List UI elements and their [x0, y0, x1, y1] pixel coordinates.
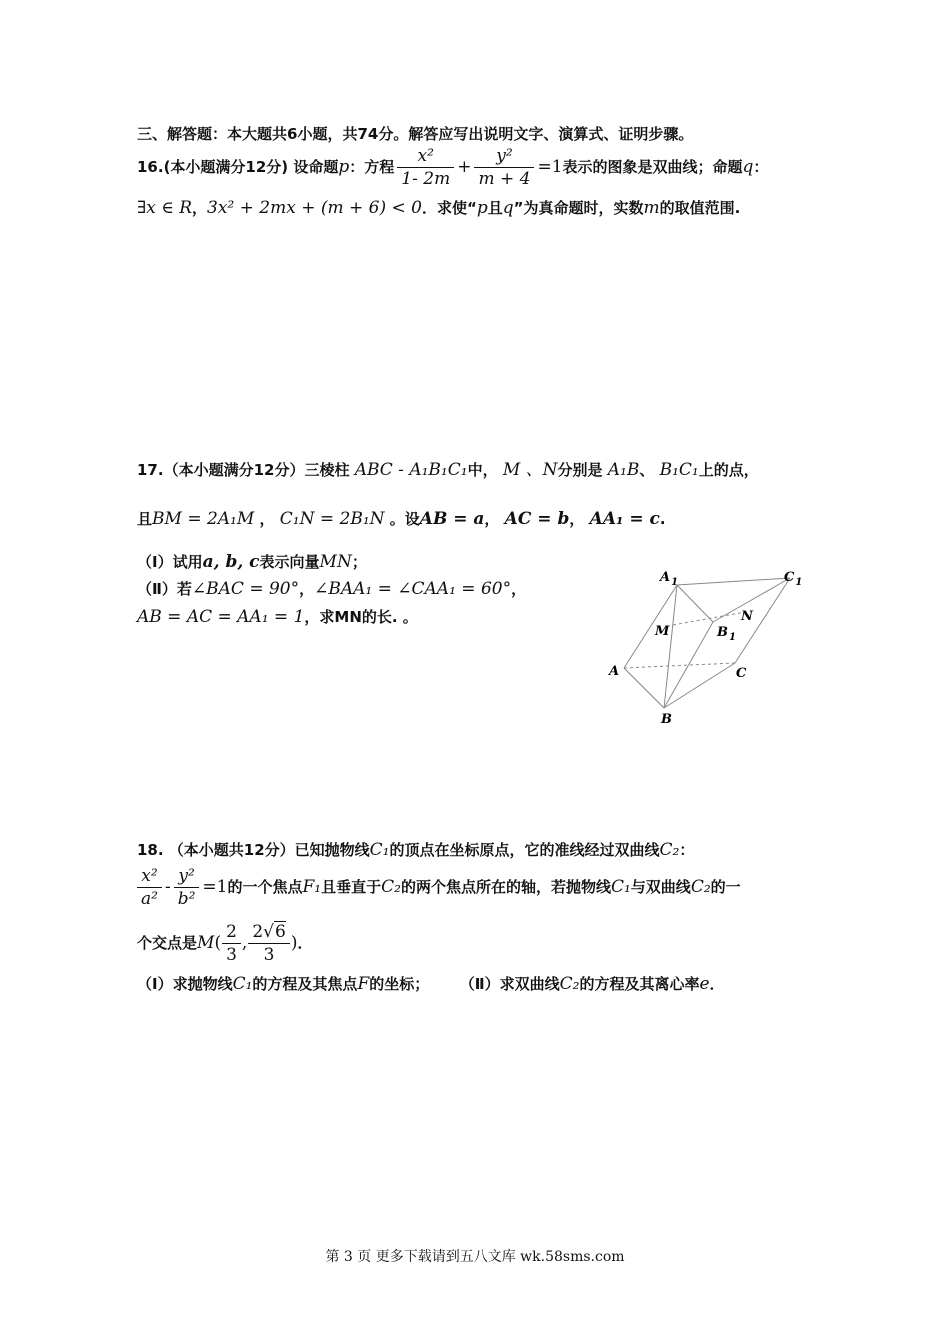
q18-pt-y-radicand: 6	[274, 922, 286, 942]
q17-she: 。设	[389, 510, 420, 528]
q18-p2-prefix: （Ⅱ）求双曲线	[459, 975, 560, 993]
q16-eq1: =1	[537, 157, 563, 177]
q18-p1-end: 的坐标；	[369, 975, 430, 993]
q16-text2: ．求使“	[422, 199, 477, 217]
q18-pt-y-coef: 2	[252, 922, 264, 942]
q17-part1-prefix: （Ⅰ）试用	[137, 553, 203, 571]
edge-a-c-hidden	[624, 663, 735, 668]
q17-part1-vars: a, b, c	[202, 552, 260, 572]
q18-c2c: C₂	[690, 877, 711, 897]
q18-t9: ．	[297, 934, 313, 952]
label-b1: $B_1$	[717, 625, 736, 643]
q17-sep3: ，	[569, 510, 585, 528]
q18-p2-mid: 的方程及其离心率	[579, 975, 700, 993]
q18-pt-comma: ,	[241, 933, 248, 953]
q18-eq: =1	[202, 877, 228, 897]
q18-pt-x	[222, 922, 241, 965]
q16-frac2-den: m + 4	[478, 169, 531, 189]
q18-pt-open: (	[214, 933, 222, 953]
q18-p1-prefix: （Ⅰ）求抛物线	[137, 975, 233, 993]
edge-a1-b1	[677, 585, 713, 622]
q18-t4: 且垂直于	[321, 878, 382, 896]
label-m: M	[655, 624, 670, 639]
q17-shang: 上的点，	[698, 461, 759, 479]
q17-intro: 17.（本小题满分12分）三棱柱	[137, 461, 350, 479]
q16-plus: +	[457, 157, 472, 177]
q17-dun: 、	[639, 461, 655, 479]
q17-zhong: 中，	[467, 461, 498, 479]
q18-c2: C₂	[659, 840, 680, 860]
q16-frac2-num: y²	[474, 146, 534, 168]
q17-rel2: C₁N = 2B₁N	[279, 509, 385, 529]
q17-part2-line2	[137, 606, 418, 627]
q16-p: p	[338, 157, 350, 177]
q17-part2-end: ，求MN的长. 。	[304, 608, 418, 626]
edge-b-c	[664, 663, 735, 708]
q18-frac-a	[137, 866, 162, 909]
label-c1: $C_1$	[784, 570, 803, 588]
q18-frac-b	[174, 866, 200, 909]
q18-fa-den: a²	[141, 889, 158, 909]
q16-frac1-den: 1- 2m	[401, 169, 451, 189]
q17-part2-comma: ，	[299, 580, 315, 598]
q18-fb-den: b²	[177, 889, 196, 909]
q16-frac1-num: x²	[397, 146, 454, 168]
q17-vec1: AB = a	[419, 509, 485, 529]
q18-pt-y	[248, 922, 290, 965]
q18-pt-close: )	[290, 933, 298, 953]
q17-part2-angle2: ∠BAA₁ = ∠CAA₁ = 60°	[314, 579, 512, 599]
q18-line1	[137, 839, 694, 860]
q16-p2: p	[476, 198, 488, 218]
q17-prism: ABC - A₁B₁C₁	[354, 460, 468, 480]
q16-inequality: 3x² + 2mx + (m + 6) < 0	[207, 198, 422, 218]
q17-part2-comma2: ，	[511, 580, 527, 598]
q17-part2-line1	[137, 578, 526, 599]
q17-fenbie: 分别是	[557, 461, 603, 479]
q17-part1-mid: 表示向量	[259, 553, 320, 571]
q18-pt-x-num: 2	[222, 922, 241, 944]
q17-part1-end: ；	[351, 553, 367, 571]
q17-sep1: ，	[259, 510, 275, 528]
q17-part2-len: AB = AC = AA₁ = 1	[137, 607, 305, 627]
q18-minus: -	[164, 877, 171, 897]
q17-rel1: BM = 2A₁M	[152, 509, 255, 529]
q18-c1: C₁	[369, 840, 390, 860]
q18-c1b: C₁	[610, 877, 631, 897]
edge-a1-c1	[677, 578, 790, 585]
q18-point-name: M	[197, 933, 215, 953]
q18-pt-x-den: 3	[226, 945, 237, 965]
q16-text1: 表示的图象是双曲线；命题	[562, 158, 743, 176]
q16-q: q	[742, 157, 754, 177]
q17-part2-angle1: ∠BAC = 90°	[191, 579, 300, 599]
label-b: B	[661, 712, 672, 727]
q17-part1-vec: MN	[319, 552, 352, 572]
q17-vec3: AA₁ = c	[589, 509, 660, 529]
q16-text4: 的取值范围.	[659, 199, 741, 217]
q18-parts	[137, 973, 725, 994]
q17-prism-figure	[600, 565, 815, 730]
q16-m: m	[643, 198, 660, 218]
q16-fraction-2	[474, 146, 534, 189]
q16-line1	[137, 146, 768, 189]
q18-t7: 的一	[710, 878, 741, 896]
q18-intro: 18. （本小题共12分）已知抛物线	[137, 841, 370, 859]
q18-p1-F: F	[357, 974, 370, 994]
label-c: C	[736, 666, 747, 681]
q18-t2: ：	[679, 841, 695, 859]
label-a: A	[609, 664, 620, 679]
q18-t6: 与双曲线	[630, 878, 691, 896]
q16-line2	[137, 197, 740, 218]
q17-line1	[137, 455, 759, 480]
q18-pt-y-den: 3	[263, 945, 275, 965]
q17-vec2: AC = b	[504, 509, 570, 529]
q16-exists: ∃x ∈ R	[137, 198, 193, 218]
q18-t1: 的顶点在坐标原点，它的准线经过双曲线	[389, 841, 660, 859]
label-a1: $A_1$	[660, 570, 679, 588]
q17-part1	[137, 551, 367, 572]
q16-colon1: ：方程	[349, 158, 395, 176]
q18-p2-end: ．	[709, 975, 725, 993]
q16-colon2: ：	[753, 158, 769, 176]
q18-c2b: C₂	[381, 877, 401, 897]
q17-line2	[137, 508, 666, 529]
q18-p2-c2: C₂	[559, 974, 580, 994]
label-n: N	[741, 609, 753, 624]
q16-comma1: ，	[192, 199, 208, 217]
q16-text3: ”为真命题时，实数	[513, 199, 644, 217]
q18-p1-mid: 的方程及其焦点	[252, 975, 358, 993]
edge-a-b	[624, 668, 664, 708]
q18-fb-num: y²	[174, 866, 200, 888]
q17-dot: .	[659, 510, 666, 528]
q16-intro: 16.(本小题满分12分) 设命题	[137, 158, 339, 176]
q18-t8: 个交点是	[137, 934, 198, 952]
q18-fa-num: x²	[137, 866, 162, 888]
q18-pt-y-num: 2√6	[248, 922, 290, 944]
q17-sep2: ，	[484, 510, 500, 528]
q17-part2-prefix: （Ⅱ）若	[137, 580, 192, 598]
q16-q2: q	[502, 198, 514, 218]
q18-line2	[137, 866, 741, 909]
q18-f1: F₁	[302, 877, 322, 897]
q17-seg1: A₁B	[607, 460, 640, 480]
q17-qie: 且	[137, 510, 153, 528]
q18-t3: 的一个焦点	[227, 878, 303, 896]
section-header: 三、解答题：本大题共6小题，共74分。解答应写出说明文字、演算式、证明步骤。	[137, 125, 694, 143]
q18-p2-e: e	[699, 974, 710, 994]
page-footer: 第 3 页 更多下载请到五八文库 wk.58sms.com	[325, 1249, 625, 1265]
q18-line3	[137, 922, 312, 965]
q17-mn: M 、N	[502, 460, 558, 480]
q16-and: 且	[487, 199, 503, 217]
q18-p1-c1: C₁	[232, 974, 253, 994]
q17-seg2: B₁C₁	[659, 460, 699, 480]
q18-t5: 的两个焦点所在的轴，若抛物线	[400, 878, 611, 896]
q16-fraction-1	[397, 146, 454, 189]
